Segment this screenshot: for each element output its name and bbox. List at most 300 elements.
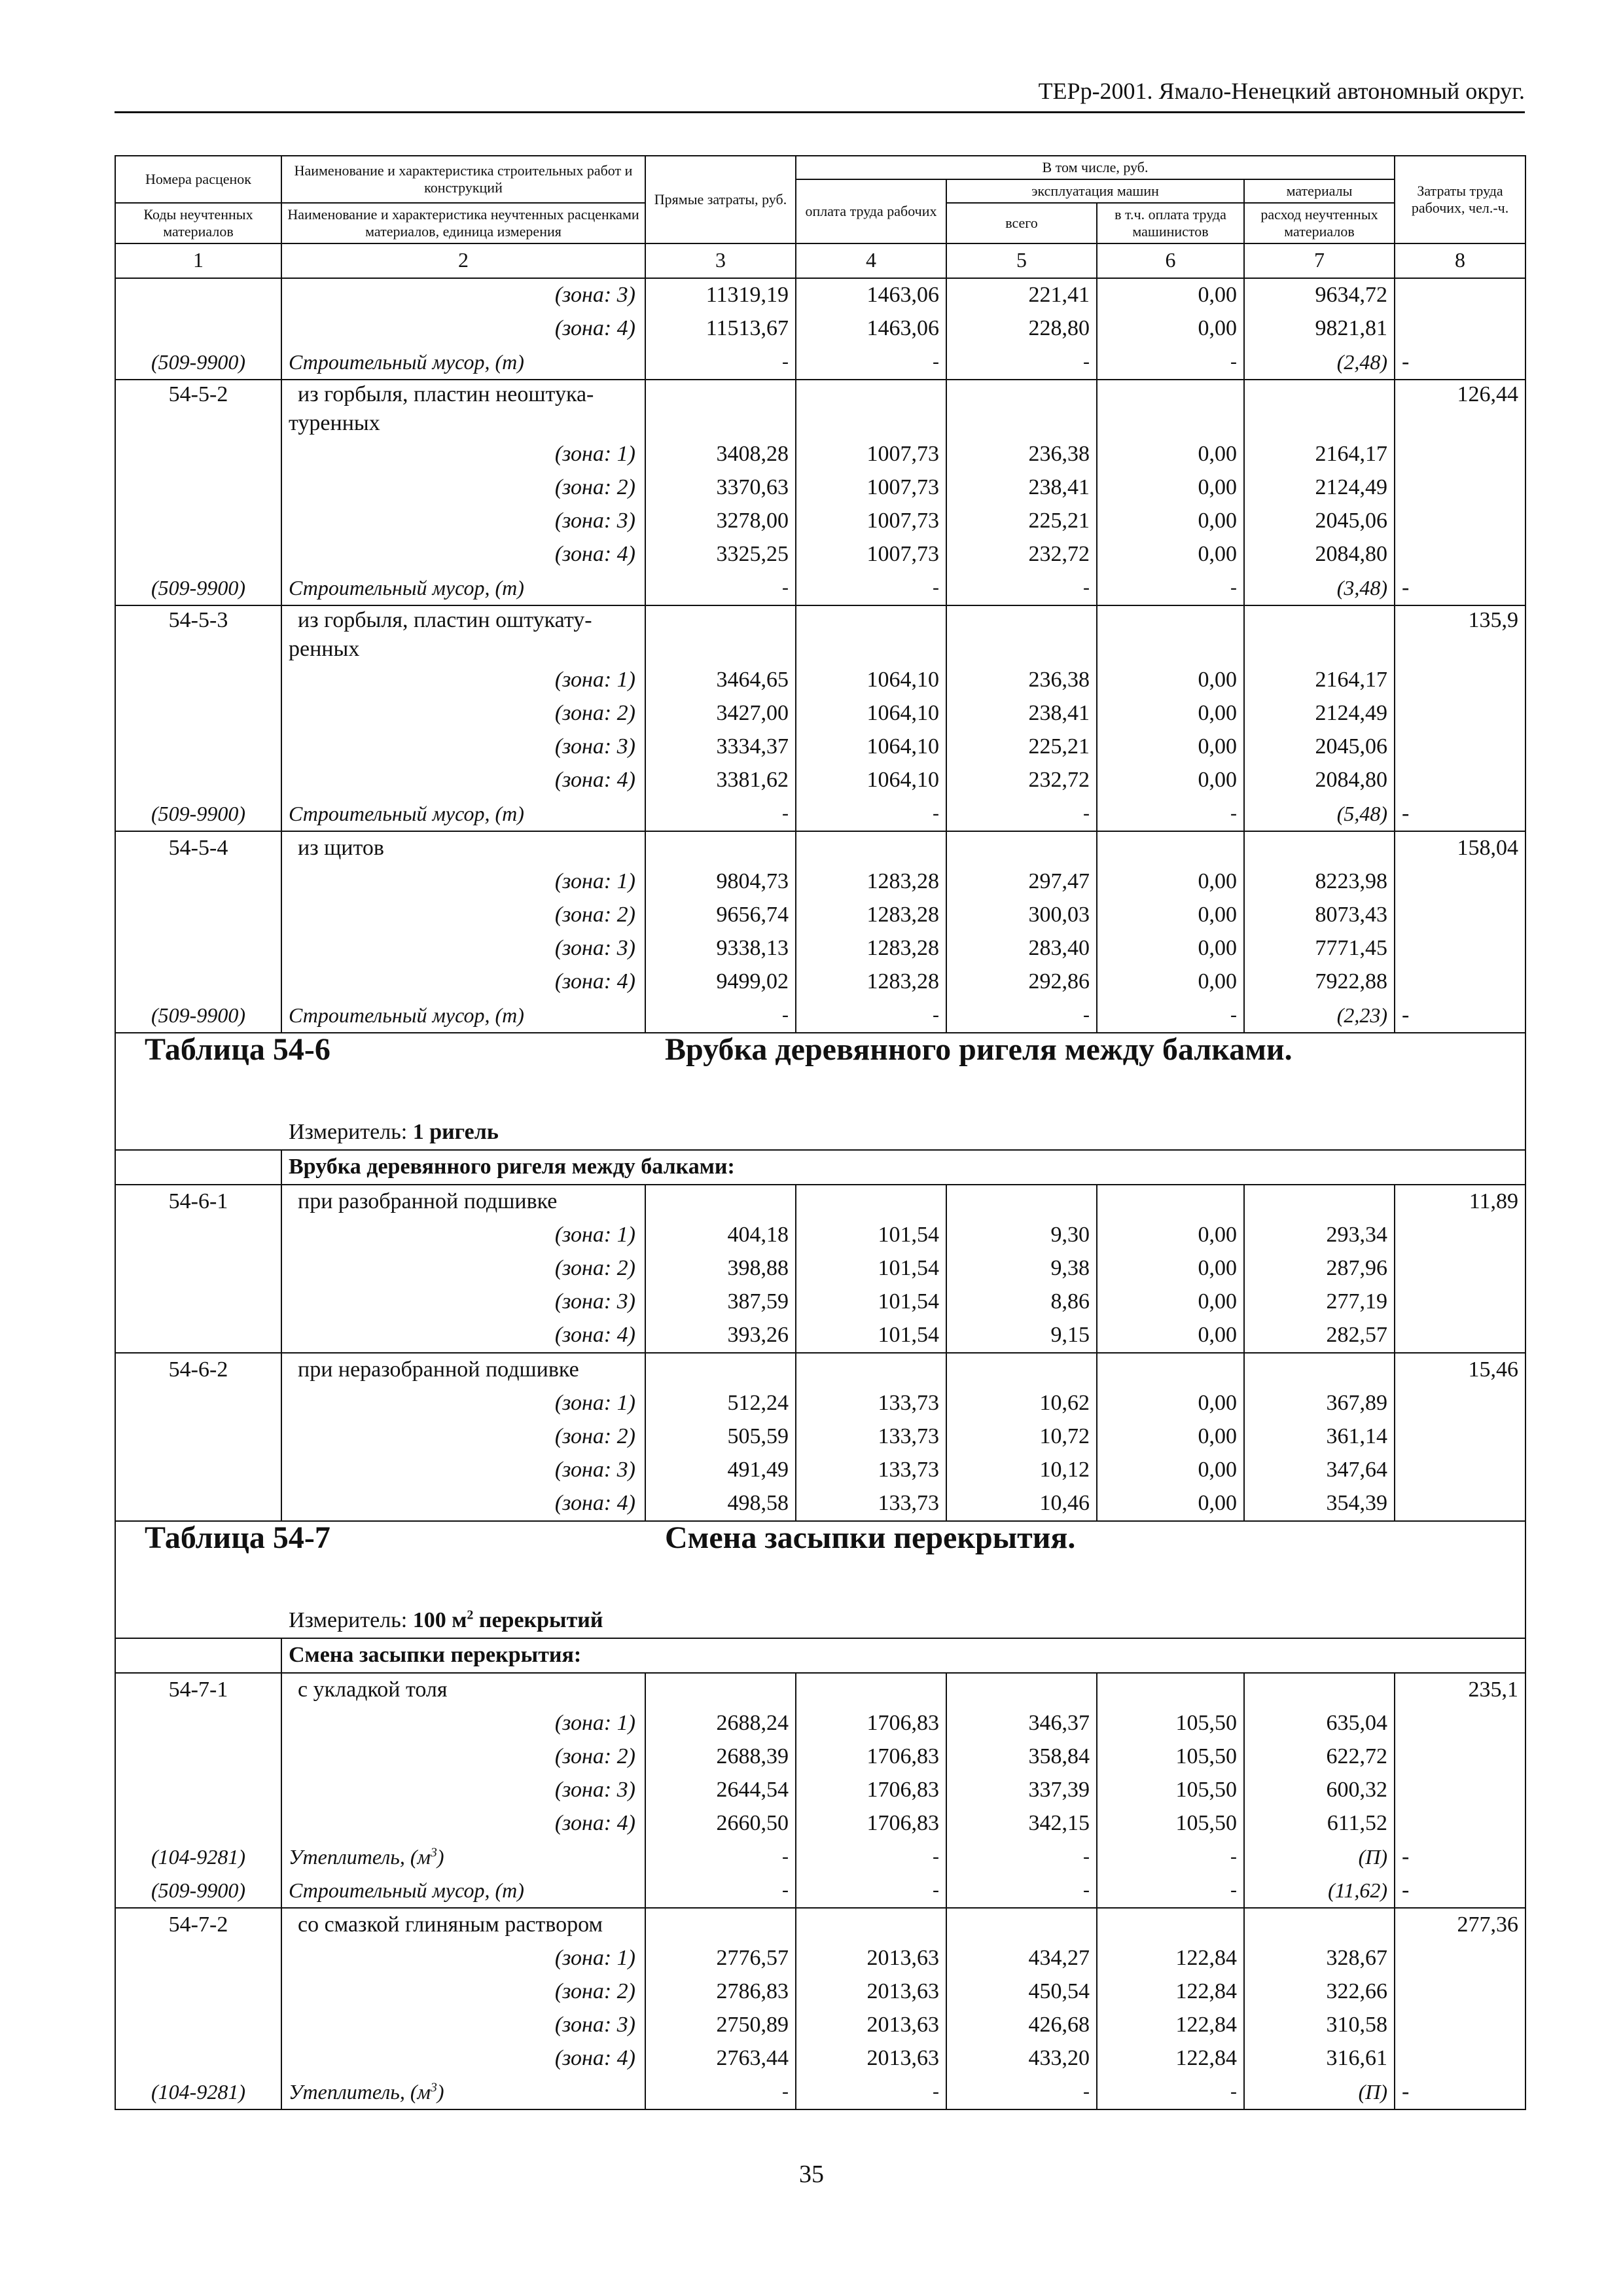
wages-cost: 1064,10 (796, 764, 946, 797)
material-name-end: ) (437, 1845, 444, 1869)
labor-cell (1395, 438, 1525, 471)
machines-cost: 221,41 (946, 278, 1097, 312)
column-number: 2 (281, 243, 645, 278)
materials-cost: 287,96 (1244, 1252, 1395, 1285)
wages-cost: 101,54 (796, 1252, 946, 1285)
labor-cell (1395, 1487, 1525, 1521)
direct-cost: 387,59 (645, 1285, 796, 1319)
material-row (115, 999, 1525, 1033)
zone-label: (зона: 4) (281, 1319, 645, 1353)
wages-cost: 1007,73 (796, 438, 946, 471)
wages-cost: 1463,06 (796, 312, 946, 346)
machinist-wages: 105,50 (1097, 1740, 1244, 1774)
rate-code: 54-7-2 (115, 1908, 281, 1942)
column-number: 8 (1395, 243, 1525, 278)
material-amount: (2,48) (1244, 346, 1395, 380)
column-number: 4 (796, 243, 946, 278)
machinist-wages: 0,00 (1097, 1420, 1244, 1454)
zone-label: (зона: 2) (281, 471, 645, 505)
material-code: (104-9281) (115, 1840, 281, 1874)
code-cell (115, 1387, 281, 1420)
rate-item-row (115, 1185, 1525, 1219)
zone-label: (зона: 4) (281, 1807, 645, 1840)
materials-cost: 277,19 (1244, 1285, 1395, 1319)
material-code: (509-9900) (115, 346, 281, 380)
table-title: Врубка деревянного ригеля между балками. (665, 1033, 1293, 1067)
zone-label: (зона: 3) (281, 1774, 645, 1807)
code-cell (115, 1252, 281, 1285)
rate-item-row (115, 1908, 1525, 1942)
machinist-wages: - (1097, 571, 1244, 605)
zone-label: (зона: 1) (281, 1707, 645, 1740)
machinist-wages: 0,00 (1097, 1252, 1244, 1285)
wages-cost: 101,54 (796, 1219, 946, 1252)
wages-cost: 1283,28 (796, 865, 946, 899)
machines-cost: 225,21 (946, 505, 1097, 538)
rate-item-row (115, 1673, 1525, 1707)
rate-name (281, 1673, 645, 1707)
labor-cell (1395, 1707, 1525, 1740)
zone-row (115, 505, 1525, 538)
empty-cell (796, 380, 946, 438)
zone-label: (зона: 4) (281, 538, 645, 571)
empty-cell (796, 1353, 946, 1387)
machines-cost: 10,62 (946, 1387, 1097, 1420)
material-row (115, 797, 1525, 831)
zone-row (115, 730, 1525, 764)
materials-cost: 2045,06 (1244, 730, 1395, 764)
material-code: (509-9900) (115, 1874, 281, 1908)
wages-cost: - (796, 999, 946, 1033)
rate-name (281, 1185, 645, 1219)
header-machines-group: эксплуатация машин (946, 179, 1244, 203)
wages-cost: 101,54 (796, 1285, 946, 1319)
material-row (115, 2075, 1525, 2109)
material-amount: (П) (1244, 1840, 1395, 1874)
zone-row (115, 1807, 1525, 1840)
machinist-wages: - (1097, 999, 1244, 1033)
zone-row (115, 899, 1525, 932)
machines-cost: 236,38 (946, 664, 1097, 697)
direct-cost: 3278,00 (645, 505, 796, 538)
labor-cell (1395, 1387, 1525, 1420)
code-cell (115, 538, 281, 571)
empty-cell (946, 605, 1097, 664)
machines-cost: 8,86 (946, 1285, 1097, 1319)
direct-cost: - (645, 571, 796, 605)
zone-label: (зона: 2) (281, 697, 645, 730)
zone-row (115, 1454, 1525, 1487)
labor-cell (1395, 471, 1525, 505)
labor-cell (1395, 1774, 1525, 1807)
wages-cost: 2013,63 (796, 1975, 946, 2009)
machinist-wages: - (1097, 346, 1244, 380)
zone-row (115, 1285, 1525, 1319)
material-amount: (5,48) (1244, 797, 1395, 831)
wages-cost: 1064,10 (796, 664, 946, 697)
machinist-wages: 0,00 (1097, 505, 1244, 538)
subheading: Врубка деревянного ригеля между балками: (281, 1150, 1525, 1185)
code-cell (115, 764, 281, 797)
code-cell (115, 730, 281, 764)
materials-cost: 328,67 (1244, 1942, 1395, 1975)
material-name-text: Строительный мусор, (т) (289, 1003, 524, 1027)
subheading-row (115, 1150, 1525, 1185)
material-labor: - (1395, 1840, 1525, 1874)
wages-cost: 1283,28 (796, 932, 946, 965)
machinist-wages: 0,00 (1097, 1319, 1244, 1353)
empty-cell (796, 1908, 946, 1942)
code-cell (115, 1319, 281, 1353)
machinist-wages: 0,00 (1097, 865, 1244, 899)
materials-cost: 310,58 (1244, 2009, 1395, 2042)
empty-cell (946, 1673, 1097, 1707)
materials-cost: 293,34 (1244, 1219, 1395, 1252)
running-header: ТЕРр-2001. Ямало-Ненецкий автономный округ. (115, 77, 1525, 113)
direct-cost: 9656,74 (645, 899, 796, 932)
labor-cost: 158,04 (1395, 831, 1525, 865)
column-number: 5 (946, 243, 1097, 278)
materials-cost: 2084,80 (1244, 538, 1395, 571)
direct-cost: 491,49 (645, 1454, 796, 1487)
zone-row (115, 865, 1525, 899)
material-labor: - (1395, 999, 1525, 1033)
materials-cost: 2164,17 (1244, 664, 1395, 697)
empty-cell (946, 1353, 1097, 1387)
rate-item-row (115, 605, 1525, 664)
rate-code: 54-5-4 (115, 831, 281, 865)
code-cell (115, 865, 281, 899)
code-cell (115, 1942, 281, 1975)
machinist-wages: 0,00 (1097, 697, 1244, 730)
zone-row (115, 1252, 1525, 1285)
wages-cost: 133,73 (796, 1454, 946, 1487)
header-c8: Затраты труда рабочих, чел.-ч. (1395, 156, 1525, 243)
machinist-wages: 0,00 (1097, 730, 1244, 764)
zone-label: (зона: 4) (281, 312, 645, 346)
material-name (281, 797, 645, 831)
direct-cost: 2688,24 (645, 1707, 796, 1740)
empty-cell (1244, 831, 1395, 865)
code-cell (115, 965, 281, 999)
empty-cell (1097, 605, 1244, 664)
empty-cell (1244, 1185, 1395, 1219)
empty-cell (1244, 1908, 1395, 1942)
materials-cost: 354,39 (1244, 1487, 1395, 1521)
machines-cost: 236,38 (946, 438, 1097, 471)
labor-cell (1395, 312, 1525, 346)
header-group: В том числе, руб. (796, 156, 1395, 179)
machines-cost: 342,15 (946, 1807, 1097, 1840)
machinist-wages: 0,00 (1097, 438, 1244, 471)
direct-cost: 3427,00 (645, 697, 796, 730)
zone-label: (зона: 4) (281, 1487, 645, 1521)
header-c2-bottom: Наименование и характеристика неучтенных расценками материалов, единица измерения (281, 203, 645, 243)
empty-cell (796, 831, 946, 865)
meter-value (413, 1608, 603, 1632)
wages-cost: 133,73 (796, 1420, 946, 1454)
empty-cell (1244, 380, 1395, 438)
rate-name-line: из щитов (298, 836, 384, 860)
zone-label: (зона: 4) (281, 764, 645, 797)
labor-cell (1395, 730, 1525, 764)
rate-code: 54-5-2 (115, 380, 281, 438)
machinist-wages: 0,00 (1097, 664, 1244, 697)
code-cell (115, 1975, 281, 2009)
material-name (281, 2075, 645, 2109)
direct-cost: 2763,44 (645, 2042, 796, 2075)
machinist-wages: 0,00 (1097, 538, 1244, 571)
machinist-wages: 0,00 (1097, 932, 1244, 965)
labor-cell (1395, 1285, 1525, 1319)
code-cell (115, 1420, 281, 1454)
wages-cost: 133,73 (796, 1387, 946, 1420)
wages-cost: - (796, 2075, 946, 2109)
direct-cost: 505,59 (645, 1420, 796, 1454)
meter-row (115, 1604, 1525, 1638)
machines-cost: 337,39 (946, 1774, 1097, 1807)
labor-cell (1395, 932, 1525, 965)
zone-label: (зона: 3) (281, 505, 645, 538)
materials-cost: 322,66 (1244, 1975, 1395, 2009)
zone-label: (зона: 3) (281, 932, 645, 965)
empty-cell (1097, 1908, 1244, 1942)
machines-cost: 358,84 (946, 1740, 1097, 1774)
labor-cell (1395, 538, 1525, 571)
material-name-text: Строительный мусор, (т) (289, 576, 524, 600)
meter-prefix: Измеритель: (289, 1120, 413, 1144)
material-amount: (3,48) (1244, 571, 1395, 605)
direct-cost: - (645, 1874, 796, 1908)
labor-cell (1395, 1454, 1525, 1487)
code-cell (115, 932, 281, 965)
labor-cell (1395, 2009, 1525, 2042)
rate-name-line: из горбыля, пластин неоштука- (298, 382, 594, 406)
zone-row (115, 1387, 1525, 1420)
rate-code: 54-7-1 (115, 1673, 281, 1707)
machines-cost: - (946, 1840, 1097, 1874)
labor-cost: 235,1 (1395, 1673, 1525, 1707)
code-cell (115, 1487, 281, 1521)
meter-prefix: Измеритель: (289, 1608, 413, 1632)
wages-cost: 2013,63 (796, 2009, 946, 2042)
direct-cost: - (645, 346, 796, 380)
material-name-text: Утеплитель, (м (289, 2080, 431, 2104)
wages-cost: 1463,06 (796, 278, 946, 312)
material-name-text: Строительный мусор, (т) (289, 802, 524, 825)
table-header (115, 156, 1525, 278)
direct-cost: 9804,73 (645, 865, 796, 899)
machines-cost: 300,03 (946, 899, 1097, 932)
header-c1-top: Номера расценок (115, 156, 281, 203)
material-labor: - (1395, 2075, 1525, 2109)
column-number-row (115, 243, 1525, 278)
price-table (115, 155, 1526, 2110)
empty-cell (645, 1353, 796, 1387)
material-name (281, 1840, 645, 1874)
empty-cell (946, 380, 1097, 438)
zone-row (115, 438, 1525, 471)
direct-cost: 512,24 (645, 1387, 796, 1420)
machines-cost: 225,21 (946, 730, 1097, 764)
direct-cost: 2660,50 (645, 1807, 796, 1840)
machinist-wages: 0,00 (1097, 1219, 1244, 1252)
materials-cost: 367,89 (1244, 1387, 1395, 1420)
zone-row (115, 965, 1525, 999)
zone-row (115, 1707, 1525, 1740)
table-label: Таблица 54-6 (145, 1033, 330, 1067)
materials-cost: 347,64 (1244, 1454, 1395, 1487)
section-title (115, 1033, 1525, 1116)
zone-label: (зона: 4) (281, 965, 645, 999)
material-name (281, 999, 645, 1033)
unit-exponent: 3 (430, 1845, 437, 1860)
materials-cost: 9821,81 (1244, 312, 1395, 346)
wages-cost: - (796, 1840, 946, 1874)
zone-row (115, 1975, 1525, 2009)
zone-row (115, 278, 1525, 312)
meter-unit: 100 м (412, 1608, 467, 1632)
header-c1-bottom: Коды неучтенных материалов (115, 203, 281, 243)
rate-name (281, 1908, 645, 1942)
empty-cell (796, 1673, 946, 1707)
empty-cell (645, 380, 796, 438)
empty-cell (645, 605, 796, 664)
rate-name (281, 1353, 645, 1387)
machines-cost: 228,80 (946, 312, 1097, 346)
machinist-wages: - (1097, 1840, 1244, 1874)
wages-cost: 1007,73 (796, 471, 946, 505)
subheading-row (115, 1638, 1525, 1673)
wages-cost: - (796, 1874, 946, 1908)
labor-cell (1395, 664, 1525, 697)
code-cell (115, 1219, 281, 1252)
zone-row (115, 2042, 1525, 2075)
direct-cost: 11513,67 (645, 312, 796, 346)
materials-cost: 8223,98 (1244, 865, 1395, 899)
rate-code: 54-6-1 (115, 1185, 281, 1219)
empty-cell (1097, 1673, 1244, 1707)
materials-cost: 622,72 (1244, 1740, 1395, 1774)
zone-row (115, 1219, 1525, 1252)
machines-cost: 9,38 (946, 1252, 1097, 1285)
material-name-text: Строительный мусор, (т) (289, 350, 524, 374)
machinist-wages: 0,00 (1097, 1487, 1244, 1521)
materials-cost: 2124,49 (1244, 697, 1395, 730)
code-cell (115, 438, 281, 471)
rate-item-row (115, 380, 1525, 438)
labor-cell (1395, 764, 1525, 797)
code-cell (115, 1740, 281, 1774)
wages-cost: 1283,28 (796, 965, 946, 999)
direct-cost: 3381,62 (645, 764, 796, 797)
direct-cost: 2776,57 (645, 1942, 796, 1975)
machines-cost: 426,68 (946, 2009, 1097, 2042)
material-row (115, 571, 1525, 605)
column-number: 1 (115, 243, 281, 278)
section-title-row (115, 1521, 1525, 1604)
materials-cost: 7922,88 (1244, 965, 1395, 999)
section-title-row (115, 1033, 1525, 1116)
code-cell (115, 664, 281, 697)
material-labor: - (1395, 346, 1525, 380)
material-name (281, 1874, 645, 1908)
meter (115, 1116, 1525, 1150)
empty-cell (1244, 605, 1395, 664)
materials-cost: 2045,06 (1244, 505, 1395, 538)
machines-cost: 450,54 (946, 1975, 1097, 2009)
code-cell (115, 697, 281, 730)
empty-cell (1097, 1353, 1244, 1387)
machines-cost: 232,72 (946, 538, 1097, 571)
materials-cost: 611,52 (1244, 1807, 1395, 1840)
meter-value: 1 ригель (412, 1120, 499, 1144)
zone-label: (зона: 1) (281, 664, 645, 697)
machinist-wages: 105,50 (1097, 1807, 1244, 1840)
rate-code: 54-5-3 (115, 605, 281, 664)
wages-cost: 1706,83 (796, 1774, 946, 1807)
material-amount: (П) (1244, 2075, 1395, 2109)
direct-cost: 498,58 (645, 1487, 796, 1521)
rate-name (281, 605, 645, 664)
labor-cell (1395, 2042, 1525, 2075)
machines-cost: 433,20 (946, 2042, 1097, 2075)
empty-cell (645, 1185, 796, 1219)
machines-cost: 238,41 (946, 697, 1097, 730)
machines-cost: - (946, 571, 1097, 605)
labor-cell (1395, 1319, 1525, 1353)
material-name (281, 346, 645, 380)
material-code: (104-9281) (115, 2075, 281, 2109)
wages-cost: 1064,10 (796, 697, 946, 730)
machines-cost: 434,27 (946, 1942, 1097, 1975)
zone-row (115, 764, 1525, 797)
section-title (115, 1521, 1525, 1604)
meter (115, 1604, 1525, 1638)
materials-cost: 361,14 (1244, 1420, 1395, 1454)
rate-name-line: из горбыля, пластин оштукату- (298, 608, 592, 632)
machinist-wages: 0,00 (1097, 1454, 1244, 1487)
rate-item-row (115, 831, 1525, 865)
code-cell (115, 2009, 281, 2042)
materials-cost: 9634,72 (1244, 278, 1395, 312)
wages-cost: 1007,73 (796, 538, 946, 571)
material-name-text: Утеплитель, (м (289, 1845, 431, 1869)
code-cell (115, 899, 281, 932)
zone-label: (зона: 1) (281, 438, 645, 471)
direct-cost: 9338,13 (645, 932, 796, 965)
code-cell (115, 2042, 281, 2075)
wages-cost: 1706,83 (796, 1707, 946, 1740)
zone-row (115, 312, 1525, 346)
zone-label: (зона: 1) (281, 1387, 645, 1420)
unit-exponent: 3 (430, 2080, 437, 2095)
machines-cost: - (946, 999, 1097, 1033)
machinist-wages: 105,50 (1097, 1774, 1244, 1807)
wages-cost: 1706,83 (796, 1740, 946, 1774)
rate-name-line: с укладкой толя (298, 1677, 448, 1702)
materials-cost: 2084,80 (1244, 764, 1395, 797)
empty-cell (1097, 831, 1244, 865)
wages-cost: 133,73 (796, 1487, 946, 1521)
material-amount: (2,23) (1244, 999, 1395, 1033)
empty-cell (1244, 1353, 1395, 1387)
rate-name-line: при неразобранной подшивке (298, 1357, 579, 1382)
material-code: (509-9900) (115, 999, 281, 1033)
machines-cost: 283,40 (946, 932, 1097, 965)
table-label: Таблица 54-7 (145, 1521, 330, 1555)
materials-cost: 7771,45 (1244, 932, 1395, 965)
